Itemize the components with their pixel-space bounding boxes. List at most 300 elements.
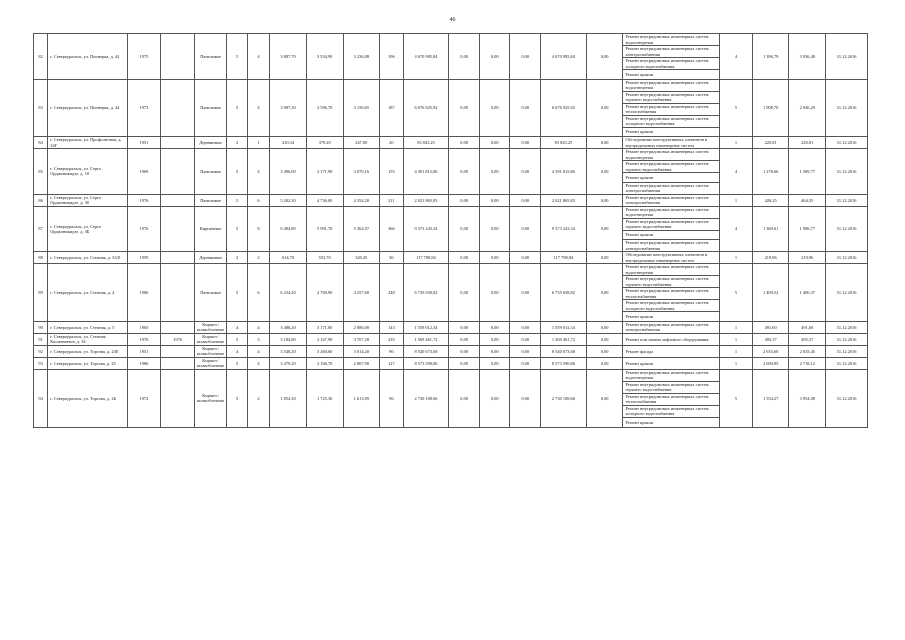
cell-floors: 4 (227, 321, 247, 333)
cell-type: 5 (720, 369, 753, 427)
cell-work-type: Обследование конструктивных элементов и внутридомовых инженерных систем (623, 137, 720, 149)
cell-unit-cost: 220,81 (752, 137, 789, 149)
cell-entrances: 6 (247, 194, 269, 206)
cell-owners-funds: 6 676 925,92 (541, 79, 587, 137)
cell-other: 0,00 (586, 321, 623, 333)
page-number: 46 (449, 17, 456, 23)
cell-budget-local: 0,00 (510, 252, 541, 264)
cell-no: 93 (34, 357, 48, 369)
cell-wall: Панельные (194, 264, 227, 322)
cell-reconstruction (161, 345, 195, 357)
cell-floors: 5 (227, 34, 247, 80)
cell-budget-subject: 0,00 (479, 79, 510, 137)
table-row (34, 345, 868, 357)
cell-built: 1951 (127, 345, 161, 357)
cell-reconstruction (161, 252, 195, 264)
cell-wall: Кирпич / шлакоблочные (194, 369, 227, 427)
cell-budget-local: 0,00 (510, 206, 541, 252)
cell-type: 1 (720, 194, 753, 206)
cell-address: г. Североуральск, ул. Пионерка, д. 42 (48, 34, 127, 80)
cell-limit-cost: 491,60 (789, 321, 826, 333)
cell-limit-cost: 1 986,77 (789, 206, 826, 252)
cell-work-type: Ремонт внутридомовых инженерных систем электроснабжения (623, 240, 720, 252)
cell-work-type: Ремонт крыши (623, 417, 720, 427)
cell-limit-cost: 3 936,48 (789, 34, 826, 80)
cell-no: 85 (34, 149, 48, 195)
cell-total-cost: 8 573 590,86 (403, 357, 449, 369)
cell-entrances: 4 (247, 149, 269, 195)
cell-residents: 143 (380, 321, 403, 333)
cell-work-type: Ремонт внутридомовых инженерных систем холодного водоснабжения (623, 300, 720, 312)
cell-budget-local: 0,00 (510, 321, 541, 333)
cell-address: г. Североуральск, ул. Торгова, д. 23Е (48, 345, 127, 357)
cell-total-area: 3 496,00 (270, 149, 307, 195)
cell-owners-funds: 1 569 461,72 (541, 333, 587, 345)
cell-entrances: 2 (247, 252, 269, 264)
cell-budget-local: 0,00 (510, 79, 541, 137)
cell-area-living: 3 236,88 (343, 34, 380, 80)
cell-reconstruction (161, 369, 195, 427)
cell-total-area: 410,34 (270, 137, 307, 149)
cell-fund-fkr: 0,00 (449, 369, 480, 427)
cell-no: 94 (34, 369, 48, 427)
cell-budget-subject: 0,00 (479, 321, 510, 333)
cell-work-type: Ремонт внутридомовых инженерных систем холодного водоснабжения (623, 405, 720, 417)
cell-no: 89 (34, 264, 48, 322)
table-row (34, 333, 868, 345)
cell-residents: 96 (380, 345, 403, 357)
cell-area-living: 3 014,20 (343, 345, 380, 357)
cell-unit-cost: 2 635,60 (752, 345, 789, 357)
cell-address: г. Североуральск, ул. Серго Орджоникидзе, д. 3б (48, 194, 127, 206)
cell-total-area: 3 184,80 (270, 333, 307, 345)
cell-reconstruction (161, 321, 195, 333)
cell-residents: 211 (380, 194, 403, 206)
cell-budget-subject: 0,00 (479, 369, 510, 427)
cell-wall: Деревянные (194, 137, 227, 149)
cell-reconstruction (161, 357, 195, 369)
cell-floors: 2 (227, 252, 247, 264)
cell-limit-cost: 219,96 (789, 252, 826, 264)
cell-end-date: 31.12.2016 (826, 321, 868, 333)
cell-work-type: Ремонт внутридомовых инженерных систем теплоснабжения (623, 288, 720, 300)
cell-total-cost: 9 373 243,34 (403, 206, 449, 252)
cell-reconstruction: 1976 (161, 333, 195, 345)
cell-fund-fkr: 0,00 (449, 345, 480, 357)
cell-budget-local: 0,00 (510, 333, 541, 345)
cell-no: 92 (34, 345, 48, 357)
table-row (34, 264, 868, 276)
cell-end-date: 31.12.2016 (826, 137, 868, 149)
cell-area-premises: 3 534,90 (306, 34, 343, 80)
cell-owners-funds: 9 373 243,34 (541, 206, 587, 252)
cell-address: г. Североуральск, ул. Профсоюзная, д. 34Г (48, 137, 127, 149)
cell-work-type: Ремонт внутридомовых инженерных систем водоотведения (623, 264, 720, 276)
cell-budget-local: 0,00 (510, 345, 541, 357)
cell-unit-cost: 1 409,52 (752, 264, 789, 322)
cell-total-cost: 4 670 985,84 (403, 34, 449, 80)
cell-unit-cost: 2 690,95 (752, 357, 789, 369)
cell-no: 88 (34, 252, 48, 264)
cell-end-date: 31.12.2016 (826, 252, 868, 264)
cell-entrances: 3 (247, 333, 269, 345)
cell-budget-subject: 0,00 (479, 34, 510, 80)
register-body (34, 34, 868, 428)
cell-area-premises: 4 769,90 (306, 264, 343, 322)
cell-residents: 127 (380, 357, 403, 369)
cell-wall: Кирпич / шлакоблочные (194, 321, 227, 333)
cell-end-date: 31.12.2016 (826, 333, 868, 345)
cell-area-living: 5 362,07 (343, 206, 380, 252)
cell-owners-funds: 4 670 985,84 (541, 34, 587, 80)
cell-entrances: 1 (247, 137, 269, 149)
cell-wall: Кирпичные (194, 206, 227, 252)
cell-end-date: 31.12.2016 (826, 34, 868, 80)
cell-limit-cost: 2 946,29 (789, 79, 826, 137)
cell-budget-local: 0,00 (510, 369, 541, 427)
cell-limit-cost: 220,81 (789, 137, 826, 149)
cell-no: 84 (34, 137, 48, 149)
cell-entrances: 4 (247, 345, 269, 357)
cell-address: г. Североуральск, ул. Степная, д. 33/8 (48, 252, 127, 264)
cell-unit-cost: 491,60 (752, 321, 789, 333)
cell-budget-local: 0,00 (510, 264, 541, 322)
cell-unit-cost: 219,96 (752, 252, 789, 264)
cell-work-type: Ремонт крыши (623, 127, 720, 137)
cell-type: 1 (720, 333, 753, 345)
cell-floors: 5 (227, 79, 247, 137)
cell-fund-fkr: 0,00 (449, 79, 480, 137)
cell-area-premises: 4 736,00 (306, 194, 343, 206)
cell-area-living: 3 156,65 (343, 79, 380, 137)
cell-type: 4 (720, 149, 753, 195)
cell-owners-funds: 83 843,25 (541, 137, 587, 149)
cell-end-date: 31.12.2016 (826, 369, 868, 427)
cell-entrances: 4 (247, 321, 269, 333)
cell-fund-fkr: 0,00 (449, 333, 480, 345)
cell-type: 5 (720, 264, 753, 322)
cell-end-date: 31.12.2016 (826, 149, 868, 195)
cell-end-date: 31.12.2016 (826, 264, 868, 322)
cell-total-area: 3 548,20 (270, 345, 307, 357)
table-row (34, 321, 868, 333)
cell-budget-local: 0,00 (510, 34, 541, 80)
cell-wall: Кирпич / шлакоблочные (194, 333, 227, 345)
cell-fund-fkr: 0,00 (449, 34, 480, 80)
cell-unit-cost: 1 908,70 (752, 79, 789, 137)
cell-no: 86 (34, 194, 48, 206)
cell-budget-subject: 0,00 (479, 206, 510, 252)
cell-total-area: 614,70 (270, 252, 307, 264)
cell-work-type: Ремонт крыши (623, 312, 720, 322)
cell-work-type: Ремонт внутридомовых инженерных систем электроснабжения (623, 182, 720, 194)
cell-budget-subject: 0,00 (479, 194, 510, 206)
cell-built: 1972 (127, 369, 161, 427)
cell-other: 0,00 (586, 206, 623, 252)
cell-work-type: Ремонт внутридомовых инженерных систем горячего водоснабжения (623, 161, 720, 173)
cell-address: г. Североуральск, ул. Торгова, д. 25 (48, 357, 127, 369)
cell-reconstruction (161, 149, 195, 195)
cell-unit-cost: 495,37 (752, 333, 789, 345)
cell-unit-cost: 1 396,79 (752, 34, 789, 80)
cell-work-type: Ремонт внутридомовых инженерных систем теплоснабжения (623, 393, 720, 405)
cell-total-cost: 83 843,25 (403, 137, 449, 149)
cell-area-premises: 3 171,90 (306, 149, 343, 195)
capital-repair-register-table (33, 33, 868, 428)
cell-floors: 4 (227, 345, 247, 357)
cell-entrances: 4 (247, 357, 269, 369)
cell-work-type: Ремонт внутридомовых инженерных систем электроснабжения (623, 321, 720, 333)
cell-no: 91 (34, 333, 48, 345)
cell-limit-cost: 1 589,77 (789, 149, 826, 195)
cell-work-type: Обследование конструктивных элементов и внутридомовых инженерных систем (623, 252, 720, 264)
cell-other: 0,00 (586, 333, 623, 345)
cell-address: г. Североуральск, ул. Серго Орджоникидзе, д. 10 (48, 149, 127, 195)
cell-work-type: Ремонт внутридомовых инженерных систем горячего водоснабжения (623, 381, 720, 393)
cell-total-cost: 1 559 012,34 (403, 321, 449, 333)
cell-other: 0,00 (586, 194, 623, 206)
cell-built: 1986 (127, 264, 161, 322)
cell-work-type: Ремонт внутридомовых инженерных систем холодного водоснабжения (623, 115, 720, 127)
cell-area-living: 247,00 (343, 137, 380, 149)
cell-wall: Кирпич / шлакоблочные (194, 357, 227, 369)
cell-built: 1975 (127, 34, 161, 80)
cell-total-cost: 117 798,84 (403, 252, 449, 264)
cell-area-living: 2 886,00 (343, 321, 380, 333)
cell-end-date: 31.12.2016 (826, 79, 868, 137)
cell-reconstruction (161, 264, 195, 322)
cell-reconstruction (161, 137, 195, 149)
cell-reconstruction (161, 79, 195, 137)
table-row (34, 34, 868, 46)
cell-area-premises: 1 725,30 (306, 369, 343, 427)
cell-floors: 2 (227, 137, 247, 149)
cell-fund-fkr: 0,00 (449, 252, 480, 264)
cell-work-type: Ремонт внутридомовых инженерных систем теплоснабжения (623, 103, 720, 115)
cell-type: 4 (720, 206, 753, 252)
cell-floors: 5 (227, 333, 247, 345)
cell-total-area: 3 987,30 (270, 79, 307, 137)
cell-budget-local: 0,00 (510, 149, 541, 195)
cell-end-date: 31.12.2016 (826, 345, 868, 357)
cell-work-type: Ремонт внутридомовых инженерных систем водоотведения (623, 149, 720, 161)
cell-address: г. Североуральск, ул. Степная Космонавтов, д. 34 (48, 333, 127, 345)
cell-area-living: 3 707,28 (343, 333, 380, 345)
cell-other: 0,00 (586, 264, 623, 322)
cell-type: 5 (720, 79, 753, 137)
cell-total-cost: 2 021 865,83 (403, 194, 449, 206)
cell-work-type: Ремонт крыши (623, 173, 720, 183)
cell-budget-subject: 0,00 (479, 333, 510, 345)
cell-floors: 5 (227, 264, 247, 322)
cell-other: 0,00 (586, 34, 623, 80)
cell-budget-subject: 0,00 (479, 357, 510, 369)
cell-budget-subject: 0,00 (479, 137, 510, 149)
cell-floors: 5 (227, 149, 247, 195)
cell-budget-subject: 0,00 (479, 345, 510, 357)
cell-owners-funds: 6 735 658,82 (541, 264, 587, 322)
cell-fund-fkr: 0,00 (449, 264, 480, 322)
cell-no: 87 (34, 206, 48, 252)
table-row (34, 149, 868, 161)
cell-reconstruction (161, 206, 195, 252)
cell-unit-cost: 1 278,66 (752, 149, 789, 195)
cell-floors: 5 (227, 194, 247, 206)
cell-budget-subject: 0,00 (479, 149, 510, 195)
cell-floors: 5 (227, 206, 247, 252)
cell-end-date: 31.12.2016 (826, 357, 868, 369)
cell-limit-cost: 2 718,12 (789, 357, 826, 369)
cell-work-type: Ремонт внутридомовых инженерных систем электроснабжения (623, 46, 720, 58)
cell-total-cost: 8 540 673,68 (403, 345, 449, 357)
cell-other: 0,00 (586, 137, 623, 149)
cell-end-date: 31.12.2016 (826, 194, 868, 206)
cell-built: 1976 (127, 333, 161, 345)
cell-work-type: Ремонт внутридомовых инженерных систем электроснабжения (623, 194, 720, 206)
cell-entrances: 8 (247, 206, 269, 252)
cell-total-cost: 1 569 461,72 (403, 333, 449, 345)
cell-built: 1976 (127, 206, 161, 252)
cell-residents: 235 (380, 333, 403, 345)
table-row (34, 369, 868, 381)
cell-total-area: 6 404,80 (270, 206, 307, 252)
cell-limit-cost: 1 406,37 (789, 264, 826, 322)
cell-address: г. Североуральск, ул. Серго Орджоникидзе, д. 3Б (48, 206, 127, 252)
cell-fund-fkr: 0,00 (449, 321, 480, 333)
cell-other: 0,00 (586, 252, 623, 264)
cell-area-living: 2 867,90 (343, 357, 380, 369)
cell-budget-local: 0,00 (510, 137, 541, 149)
cell-area-living: 4 354,20 (343, 194, 380, 206)
cell-work-type: Ремонт внутридомовых инженерных систем водоотведения (623, 79, 720, 91)
cell-total-cost: 6 676 925,92 (403, 79, 449, 137)
cell-residents: 187 (380, 79, 403, 137)
cell-address: г. Североуральск, ул. Торгова, д. 2Б (48, 369, 127, 427)
cell-work-type: Ремонт фасада (623, 345, 720, 357)
cell-work-type: Ремонт внутридомовых инженерных систем горячего водоснабжения (623, 276, 720, 288)
cell-address: г. Североуральск, ул. Степная, д. 5 (48, 321, 127, 333)
cell-no: 90 (34, 321, 48, 333)
cell-type: 4 (720, 34, 753, 80)
cell-wall: Панельные (194, 79, 227, 137)
cell-area-premises: 3 166,70 (306, 357, 343, 369)
cell-address: г. Североуральск, ул. Степная, д. 4 (48, 264, 127, 322)
cell-unit-cost: 1 554,27 (752, 369, 789, 427)
cell-entrances: 4 (247, 79, 269, 137)
cell-work-type: Ремонт или замена лифтового оборудования (623, 333, 720, 345)
table-row (34, 194, 868, 206)
cell-budget-subject: 0,00 (479, 252, 510, 264)
cell-area-living: 1 613,09 (343, 369, 380, 427)
cell-type: 1 (720, 345, 753, 357)
cell-owners-funds: 2 730 108,66 (541, 369, 587, 427)
cell-area-living: 4 257,60 (343, 264, 380, 322)
cell-built: 1973 (127, 79, 161, 137)
cell-unit-cost: 426,25 (752, 194, 789, 206)
cell-budget-local: 0,00 (510, 357, 541, 369)
cell-type: 1 (720, 321, 753, 333)
cell-owners-funds: 2 021 865,83 (541, 194, 587, 206)
cell-owners-funds: 8 573 590,86 (541, 357, 587, 369)
cell-type: 1 (720, 137, 753, 149)
cell-area-premises: 379,20 (306, 137, 343, 149)
cell-fund-fkr: 0,00 (449, 194, 480, 206)
cell-owners-funds: 8 540 673,68 (541, 345, 587, 357)
cell-total-area: 5 202,30 (270, 194, 307, 206)
cell-work-type: Ремонт крыши (623, 357, 720, 369)
cell-limit-cost: 495,37 (789, 333, 826, 345)
cell-total-area: 3 479,20 (270, 357, 307, 369)
table-row (34, 137, 868, 149)
cell-total-cost: 6 735 658,82 (403, 264, 449, 322)
cell-other: 0,00 (586, 149, 623, 195)
table-row (34, 357, 868, 369)
cell-other: 0,00 (586, 79, 623, 137)
cell-total-area: 3 486,20 (270, 321, 307, 333)
cell-area-premises: 3 171,00 (306, 321, 343, 333)
cell-work-type: Ремонт крыши (623, 70, 720, 80)
cell-work-type: Ремонт внутридомовых инженерных систем водоотведения (623, 34, 720, 46)
cell-residents: 20 (380, 137, 403, 149)
cell-limit-cost: 3 954,08 (789, 369, 826, 427)
cell-floors: 5 (227, 369, 247, 427)
cell-residents: 196 (380, 34, 403, 80)
cell-wall: Кирпич / шлакоблочные (194, 345, 227, 357)
cell-owners-funds: 4 391 815,86 (541, 149, 587, 195)
cell-built: 1965 (127, 321, 161, 333)
cell-no: 82 (34, 34, 48, 80)
cell-wall: Панельные (194, 34, 227, 80)
cell-area-premises: 3 596,70 (306, 79, 343, 137)
cell-other: 0,00 (586, 369, 623, 427)
cell-area-premises: 3 167,90 (306, 333, 343, 345)
cell-fund-fkr: 0,00 (449, 149, 480, 195)
cell-total-area: 3 887,70 (270, 34, 307, 80)
cell-built: 1976 (127, 194, 161, 206)
cell-residents: 155 (380, 149, 403, 195)
cell-fund-fkr: 0,00 (449, 206, 480, 252)
cell-other: 0,00 (586, 357, 623, 369)
cell-fund-fkr: 0,00 (449, 137, 480, 149)
cell-fund-fkr: 0,00 (449, 357, 480, 369)
cell-work-type: Ремонт внутридомовых инженерных систем водоотведения (623, 206, 720, 218)
cell-residents: 36 (380, 252, 403, 264)
cell-area-premises: 5 991,70 (306, 206, 343, 252)
cell-unit-cost: 1 369,61 (752, 206, 789, 252)
cell-owners-funds: 117 798,84 (541, 252, 587, 264)
cell-area-premises: 3 260,60 (306, 345, 343, 357)
cell-total-cost: 4 391 815,86 (403, 149, 449, 195)
cell-budget-local: 0,00 (510, 194, 541, 206)
cell-work-type: Ремонт внутридомовых инженерных систем холодного водоснабжения (623, 58, 720, 70)
cell-end-date: 31.12.2016 (826, 206, 868, 252)
cell-total-area: 6 234,20 (270, 264, 307, 322)
cell-entrances: 6 (247, 264, 269, 322)
cell-work-type: Ремонт внутридомовых инженерных систем горячего водоснабжения (623, 218, 720, 230)
cell-built: 1959 (127, 252, 161, 264)
cell-residents: 248 (380, 264, 403, 322)
cell-floors: 5 (227, 357, 247, 369)
cell-residents: 366 (380, 206, 403, 252)
cell-reconstruction (161, 34, 195, 80)
cell-wall: Панельные (194, 194, 227, 206)
cell-built: 1986 (127, 357, 161, 369)
cell-residents: 96 (380, 369, 403, 427)
cell-wall: Панельные (194, 149, 227, 195)
cell-no: 83 (34, 79, 48, 137)
cell-type: 1 (720, 252, 753, 264)
cell-wall: Деревянные (194, 252, 227, 264)
